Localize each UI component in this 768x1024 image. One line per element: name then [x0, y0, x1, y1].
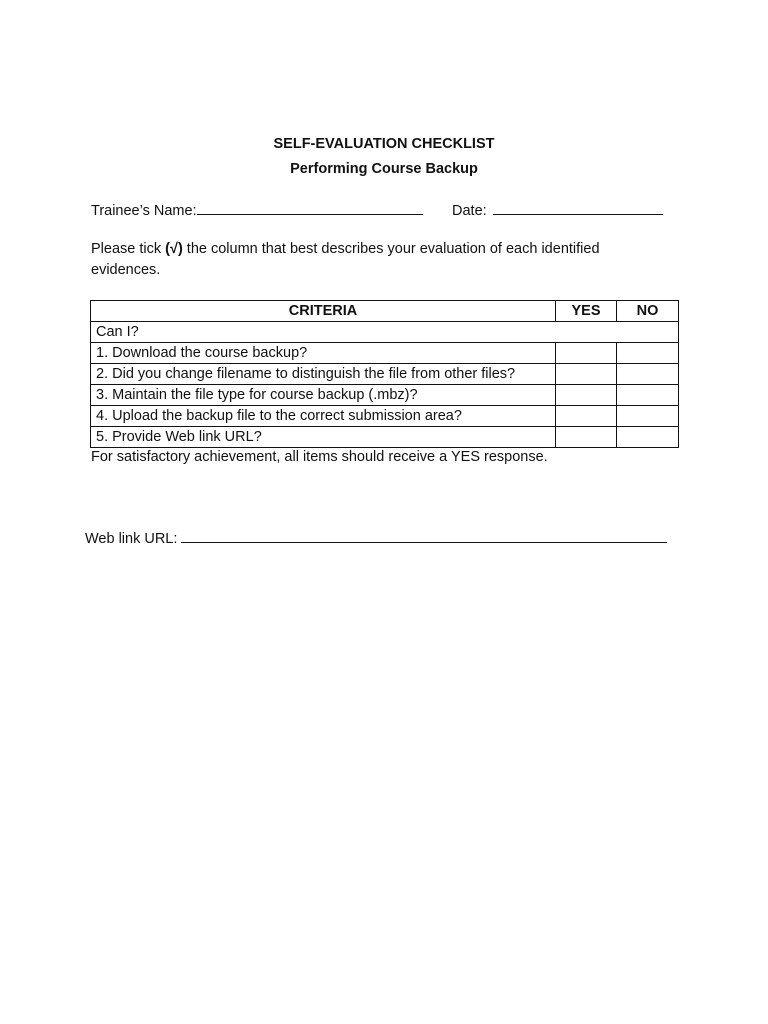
table-header-row: [91, 301, 679, 322]
table-row: [91, 364, 679, 385]
yes-cell[interactable]: [556, 427, 617, 448]
trainee-name-field[interactable]: [197, 200, 423, 215]
instructions-before: Please tick: [91, 241, 166, 257]
yes-cell[interactable]: [556, 343, 617, 364]
table-row: [91, 406, 679, 427]
table-row: [91, 385, 679, 406]
instructions-text: [91, 239, 651, 281]
criteria-item: 4. Upload the backup file to the correct submission area?: [91, 406, 556, 427]
yes-cell[interactable]: [556, 385, 617, 406]
criteria-item: 1. Download the course backup?: [91, 343, 556, 364]
no-cell[interactable]: [617, 364, 679, 385]
document-subtitle: Performing Course Backup: [290, 161, 478, 177]
yes-cell[interactable]: [556, 406, 617, 427]
criteria-item: 3. Maintain the file type for course backup (.mbz)?: [91, 385, 556, 406]
date-field[interactable]: [493, 200, 663, 215]
no-cell[interactable]: [617, 427, 679, 448]
instructions-after: the column that best describes your evaluation of each identified evidences.: [91, 241, 600, 278]
tick-symbol: (√): [165, 241, 183, 257]
no-header: NO: [617, 301, 679, 322]
yes-header: YES: [556, 301, 617, 322]
table-group-row: [91, 322, 679, 343]
criteria-item: 2. Did you change filename to distinguish the file from other files?: [91, 364, 556, 385]
table-row: [91, 343, 679, 364]
date-label: Date:: [452, 203, 487, 219]
satisfactory-note: For satisfactory achievement, all items should receive a YES response.: [91, 449, 548, 465]
group-label: Can I?: [91, 322, 679, 343]
trainee-info-row: [91, 200, 487, 219]
table-row: [91, 427, 679, 448]
no-cell[interactable]: [617, 406, 679, 427]
criteria-item: 5. Provide Web link URL?: [91, 427, 556, 448]
yes-cell[interactable]: [556, 364, 617, 385]
no-cell[interactable]: [617, 343, 679, 364]
criteria-table: [90, 300, 679, 448]
no-cell[interactable]: [617, 385, 679, 406]
trainee-name-label: Trainee’s Name:: [91, 203, 197, 219]
criteria-header: CRITERIA: [91, 301, 556, 322]
document-title: SELF-EVALUATION CHECKLIST: [273, 136, 495, 152]
date-group: [452, 200, 663, 219]
web-link-field[interactable]: [181, 528, 667, 543]
web-link-row: [85, 528, 667, 547]
web-link-label: Web link URL:: [85, 531, 178, 547]
